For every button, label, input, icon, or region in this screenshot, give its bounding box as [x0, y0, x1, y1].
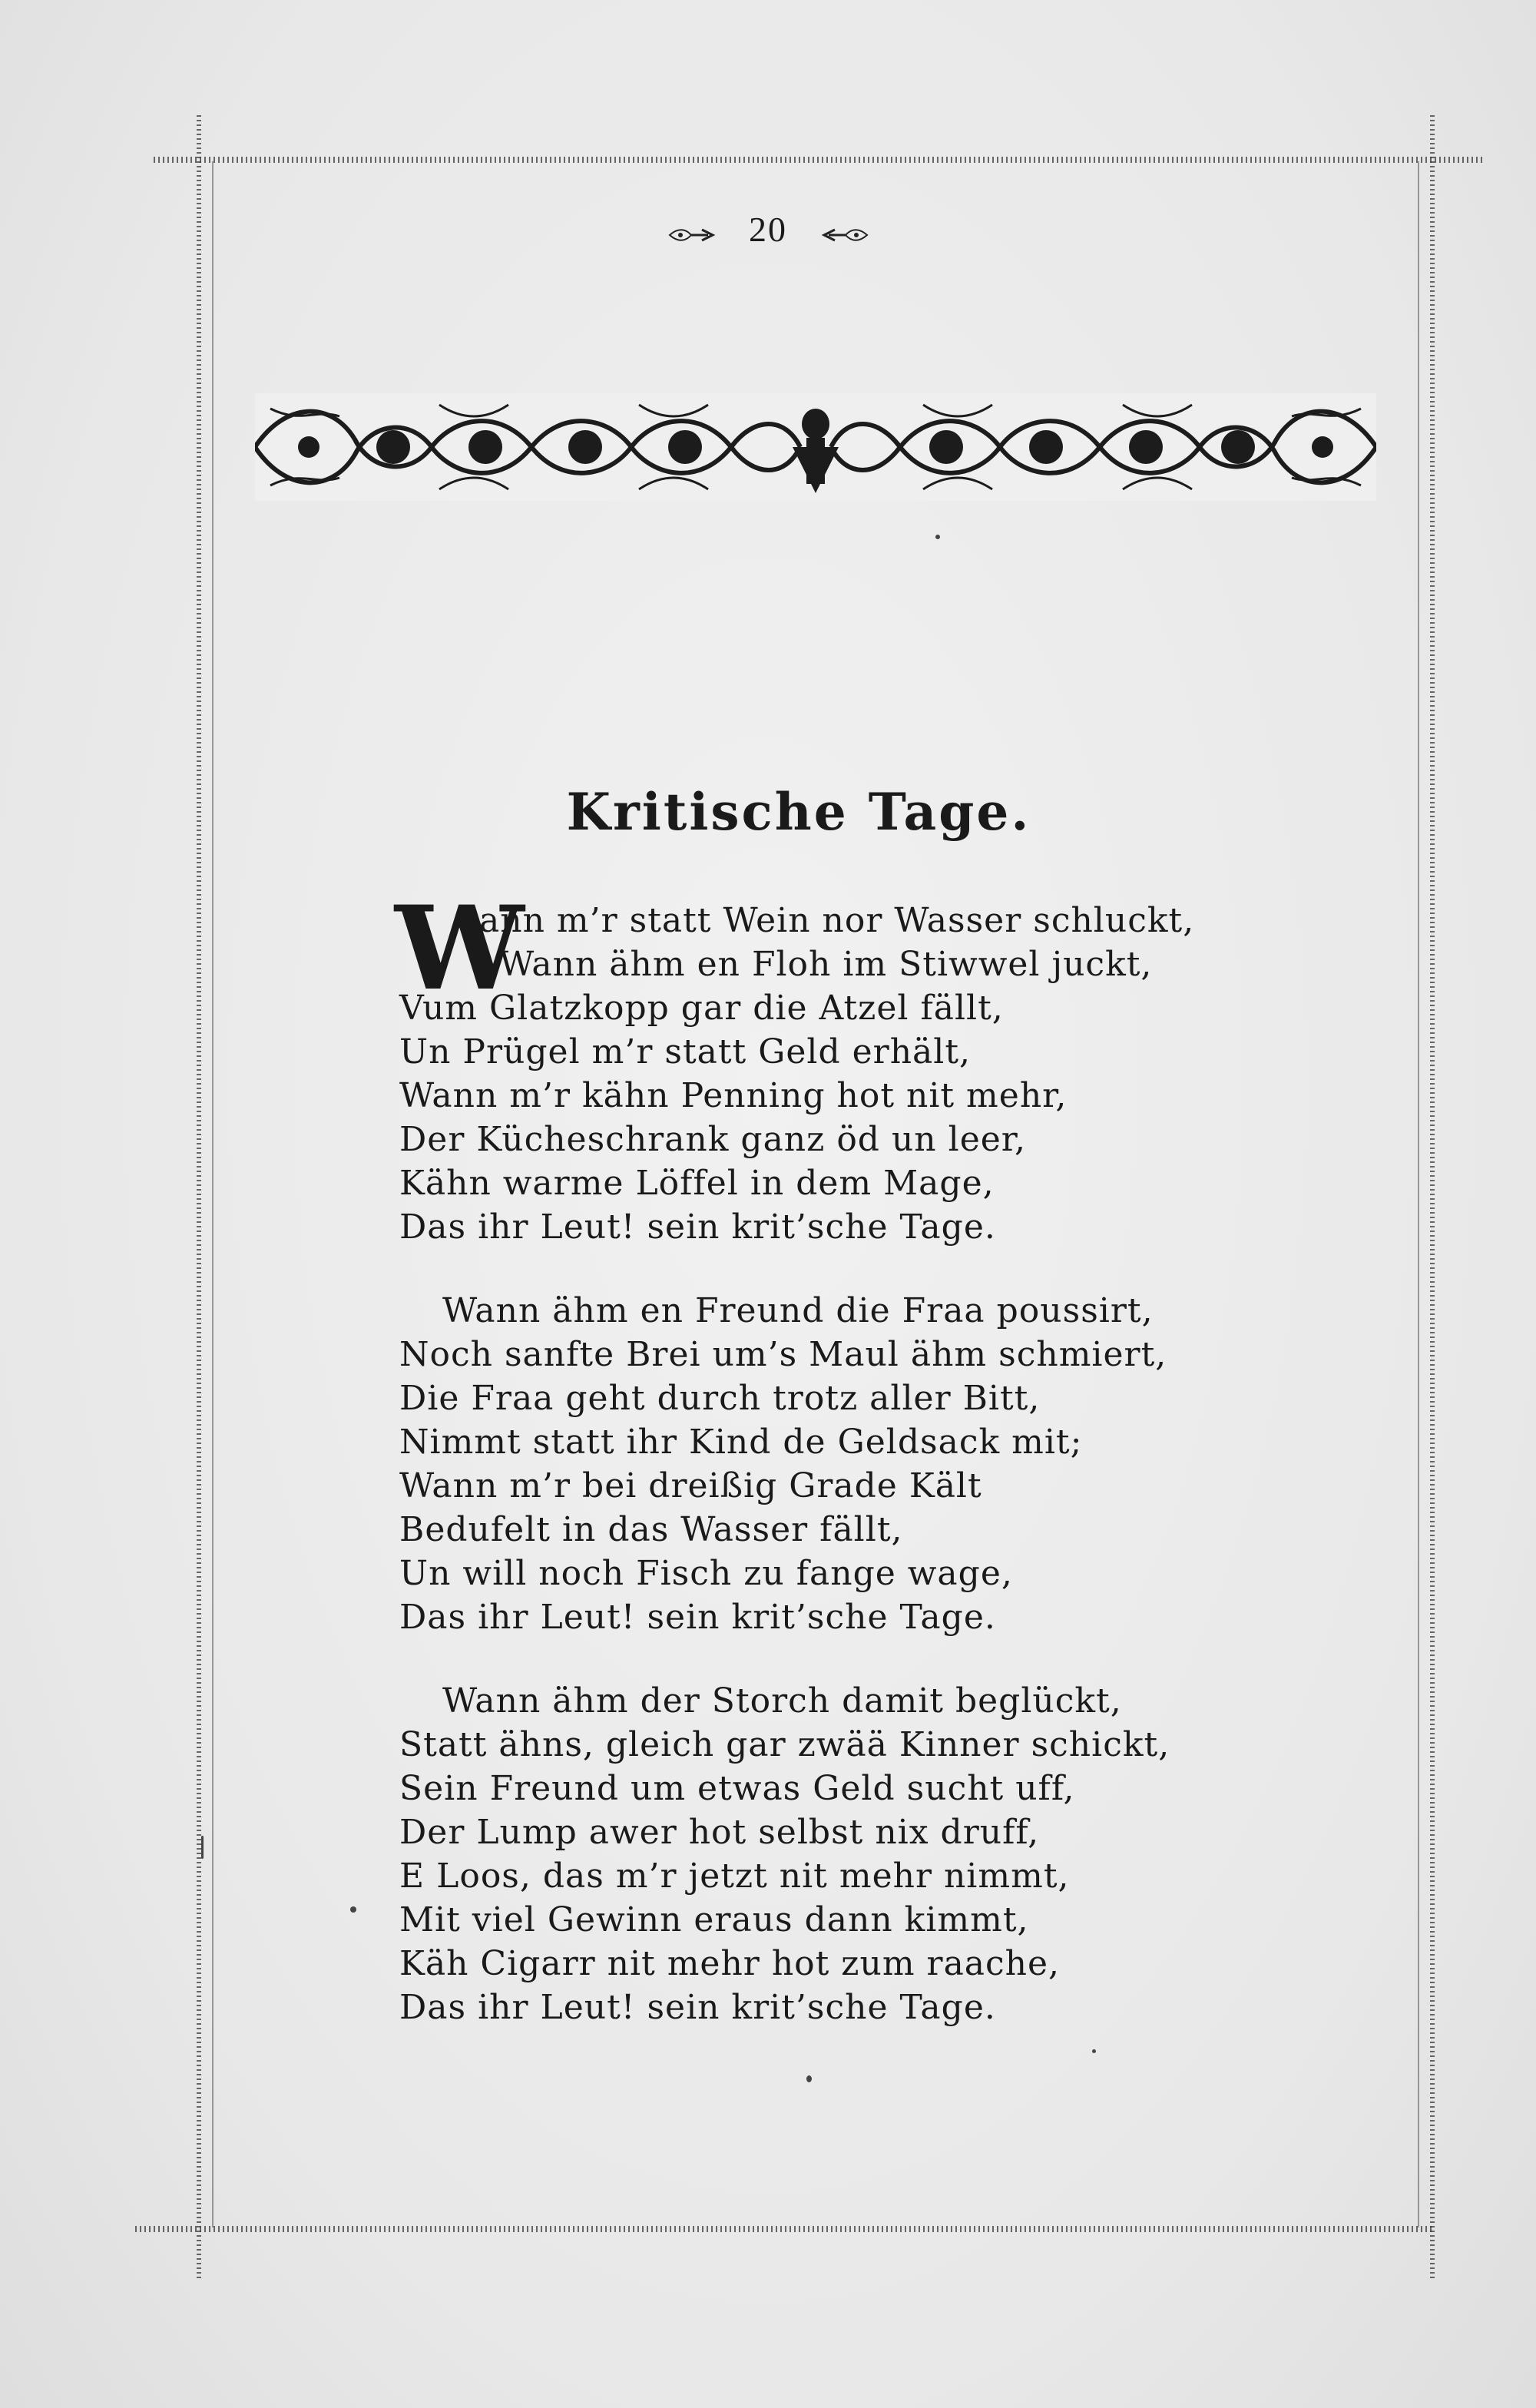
drop-cap-initial: W	[395, 881, 525, 1016]
stanza-2	[399, 1289, 1398, 1639]
paper-speck	[350, 1906, 356, 1913]
poem-line: Das ihr Leut! sein krit’sche Tage.	[399, 1988, 996, 2027]
poem-line: Das ihr Leut! sein krit’sche Tage.	[399, 1207, 996, 1247]
paper-speck	[806, 2075, 812, 2082]
poem-line: Kähn warme Löffel in dem Mage,	[399, 1164, 995, 1203]
poem-line: Bedufelt in das Wasser fällt,	[399, 1510, 903, 1549]
poem-line: Die Fraa geht durch trotz aller Bitt,	[399, 1379, 1041, 1418]
paper-speck	[201, 1836, 204, 1859]
right-inner-rule	[1418, 161, 1419, 2227]
left-fleuron-icon	[668, 213, 722, 253]
poem-line: Wann m’r bei dreißig Grade Kält	[399, 1466, 982, 1505]
poem-line: Noch sanfte Brei um’s Maul ähm schmiert,	[399, 1335, 1167, 1374]
top-dotted-rule	[154, 157, 1482, 163]
stanza-1	[395, 881, 1398, 1249]
poem-line: Wann ähm en Floh im Stiwwel juckt,	[499, 945, 1153, 984]
poem-body	[395, 881, 1398, 2069]
poem-line-text: ann m’r statt Wein nor Wasser schluckt,	[479, 901, 1195, 940]
poem-line: Wann ähm en Freund die Fraa poussirt,	[442, 1291, 1154, 1330]
left-inner-rule	[212, 161, 214, 2227]
bottom-dotted-rule	[135, 2226, 1433, 2232]
poem-line: Nimmt statt ihr Kind de Geldsack mit;	[399, 1423, 1083, 1462]
poem-line: Statt ähns, gleich gar zwää Kinner schickt,	[399, 1725, 1170, 1764]
poem-line: Wann m’r kähn Penning hot nit mehr,	[399, 1076, 1068, 1115]
right-dotted-rule	[1430, 115, 1435, 2281]
page-number-line	[0, 209, 1536, 253]
stanza-3	[399, 1679, 1398, 2029]
paper-speck	[1092, 2049, 1096, 2053]
right-fleuron-icon	[815, 213, 869, 253]
poem-line: Das ihr Leut! sein krit’sche Tage.	[399, 1598, 996, 1637]
poem-line: Wann ähm der Storch damit beglückt,	[442, 1681, 1122, 1721]
left-dotted-rule	[197, 115, 201, 2281]
poem-line: Der Lump awer hot selbst nix druff,	[399, 1813, 1040, 1852]
poem-line: Käh Cigarr nit mehr hot zum raache,	[399, 1944, 1061, 1983]
poem-line: Un will noch Fisch zu fange wage,	[399, 1554, 1013, 1593]
paper-speck	[935, 535, 940, 539]
poem-line: Der Kücheschrank ganz öd un leer,	[399, 1120, 1026, 1159]
poem-line: Mit viel Gewinn eraus dann kimmt,	[399, 1900, 1029, 1939]
poem-line: Un Prügel m’r statt Geld erhält,	[399, 1032, 972, 1072]
poem-title: Kritische Tage.	[566, 782, 1031, 842]
page-number: 20	[749, 210, 787, 249]
ornamental-headpiece	[255, 393, 1376, 501]
poem-line: E Loos, das m’r jetzt nit mehr nimmt,	[399, 1857, 1070, 1896]
poem-line: Vum Glatzkopp gar die Atzel fällt,	[399, 989, 1004, 1028]
poem-line: Sein Freund um etwas Geld sucht uff,	[399, 1769, 1075, 1808]
